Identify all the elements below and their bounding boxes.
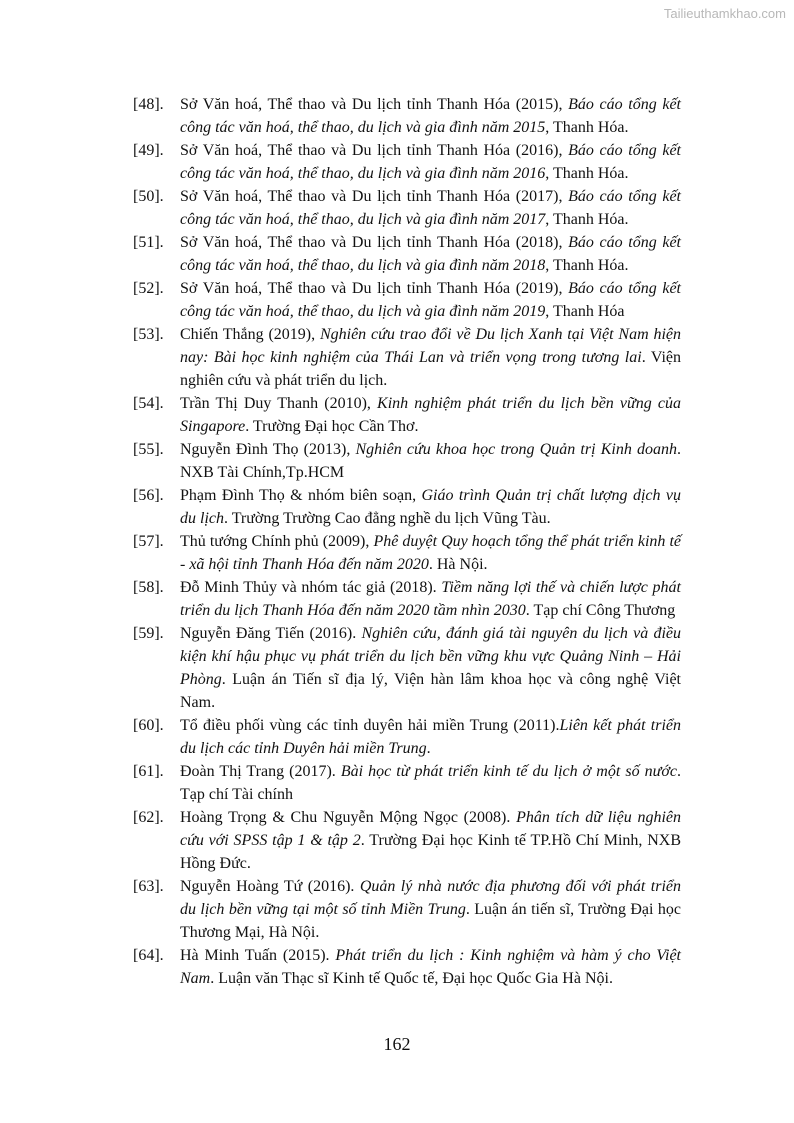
reference-number: [48]. xyxy=(133,96,164,113)
reference-text xyxy=(133,806,719,875)
reference-item xyxy=(133,185,719,231)
reference-text xyxy=(133,277,719,323)
reference-detail: Nguyễn Đăng Tiến (2016). xyxy=(180,625,362,642)
reference-detail: , Thanh Hóa xyxy=(545,303,625,320)
reference-title: Báo cáo tổng kết công tác văn hoá, thể thao, du lịch và gia đình năm 2019 xyxy=(180,280,682,320)
reference-detail: . NXB Tài Chính,Tp.HCM xyxy=(180,441,682,481)
reference-detail: . Trường Đại học Kinh tế TP.Hồ Chí Minh, NXB Hồng Đức. xyxy=(180,832,681,872)
page-number: 162 xyxy=(383,1034,411,1054)
reference-text xyxy=(133,139,719,185)
reference-item xyxy=(133,277,719,323)
reference-number: [64]. xyxy=(133,947,164,964)
reference-detail: , Thanh Hóa. xyxy=(545,119,629,136)
reference-text xyxy=(133,231,719,277)
reference-text xyxy=(133,760,719,806)
reference-text xyxy=(133,93,719,139)
reference-detail: Trần Thị Duy Thanh (2010), xyxy=(180,395,378,412)
reference-detail: Hà Minh Tuấn (2015). xyxy=(180,947,336,964)
reference-text xyxy=(133,944,719,990)
reference-number: [55]. xyxy=(133,441,164,458)
reference-number: [61]. xyxy=(133,763,164,780)
reference-item xyxy=(133,806,719,875)
reference-detail: Hoàng Trọng & Chu Nguyễn Mộng Ngọc (2008). xyxy=(180,809,517,826)
reference-title: Bài học từ phát triển kinh tế du lịch ở một số nước xyxy=(340,763,678,780)
reference-item xyxy=(133,760,719,806)
reference-item xyxy=(133,438,719,484)
reference-list xyxy=(133,93,719,990)
reference-detail: . Trường Đại học Cần Thơ. xyxy=(245,418,419,435)
reference-detail: , Thanh Hóa. xyxy=(545,211,629,228)
reference-number: [51]. xyxy=(133,234,164,251)
reference-text xyxy=(133,323,719,392)
reference-number: [49]. xyxy=(133,142,164,159)
reference-text xyxy=(133,714,719,760)
reference-item xyxy=(133,530,719,576)
reference-title: Kinh nghiệm phát triển du lịch bền vững của Singapore xyxy=(180,395,681,435)
reference-detail: . Tạp chí Tài chính xyxy=(180,763,682,803)
reference-item xyxy=(133,231,719,277)
reference-item xyxy=(133,944,719,990)
reference-item xyxy=(133,139,719,185)
reference-item xyxy=(133,392,719,438)
reference-number: [57]. xyxy=(133,533,164,550)
reference-title: Phân tích dữ liệu nghiên cứu với SPSS tập 1 & tập 2 xyxy=(180,809,682,849)
reference-detail: Sở Văn hoá, Thể thao và Du lịch tỉnh Thanh Hóa (2019), xyxy=(180,280,569,297)
reference-number: [54]. xyxy=(133,395,164,412)
reference-number: [53]. xyxy=(133,326,164,343)
reference-title: Báo cáo tổng kết công tác văn hoá, thể thao, du lịch và gia đình năm 2016 xyxy=(180,142,682,182)
reference-detail: . xyxy=(426,740,431,757)
reference-detail: , Thanh Hóa. xyxy=(545,257,629,274)
reference-item xyxy=(133,576,719,622)
watermark: Tailieuthamkhao.com xyxy=(663,6,786,21)
reference-title: Nghiên cứu, đánh giá tài nguyên du lịch và điều kiện khí hậu phục vụ phát triển du lịch bền vững khu vực Quảng Ninh – Hải Phòng xyxy=(180,625,681,688)
reference-number: [60]. xyxy=(133,717,164,734)
reference-detail: Phạm Đình Thọ & nhóm biên soạn, xyxy=(180,487,422,504)
reference-text xyxy=(133,875,719,944)
reference-number: [56]. xyxy=(133,487,164,504)
reference-item xyxy=(133,484,719,530)
reference-title: Phát triển du lịch : Kinh nghiệm và hàm ý cho Việt Nam xyxy=(180,947,681,987)
reference-detail: Sở Văn hoá, Thể thao và Du lịch tỉnh Thanh Hóa (2016), xyxy=(180,142,569,159)
reference-detail: Nguyễn Hoàng Tứ (2016). xyxy=(180,878,360,895)
reference-title: Phê duyệt Quy hoạch tổng thể phát triển kinh tế - xã hội tỉnh Thanh Hóa đến năm 2020 xyxy=(180,533,682,573)
reference-item xyxy=(133,93,719,139)
reference-detail: . Luận án Tiến sĩ địa lý, Viện hàn lâm khoa học và công nghệ Việt Nam. xyxy=(180,671,681,711)
reference-detail: , Thanh Hóa. xyxy=(545,165,629,182)
reference-item xyxy=(133,622,719,714)
reference-item xyxy=(133,323,719,392)
reference-detail: . Luận án tiến sĩ, Trường Đại học Thương Mại, Hà Nội. xyxy=(180,901,681,941)
reference-detail: Đoàn Thị Trang (2017). xyxy=(180,763,341,780)
reference-title: Giáo trình Quản trị chất lượng dịch vụ du lịch xyxy=(180,487,681,527)
reference-text xyxy=(133,185,719,231)
reference-number: [63]. xyxy=(133,878,164,895)
reference-detail: . Trường Trường Cao đẳng nghề du lịch Vũng Tàu. xyxy=(224,510,551,527)
reference-detail: Sở Văn hoá, Thể thao và Du lịch tỉnh Thanh Hóa (2017), xyxy=(180,188,569,205)
reference-title: Báo cáo tổng kết công tác văn hoá, thể thao, du lịch và gia đình năm 2018 xyxy=(180,234,682,274)
reference-number: [62]. xyxy=(133,809,164,826)
reference-number: [50]. xyxy=(133,188,164,205)
reference-title: Quản lý nhà nước địa phương đối với phát triển du lịch bền vững tại một số tỉnh Miền Trung xyxy=(180,878,682,918)
reference-title: Liên kết phát triển du lịch các tỉnh Duyên hải miền Trung xyxy=(180,717,681,757)
reference-number: [52]. xyxy=(133,280,164,297)
reference-text xyxy=(133,530,719,576)
reference-title: Báo cáo tổng kết công tác văn hoá, thể thao, du lịch và gia đình năm 2017 xyxy=(180,188,682,228)
reference-item xyxy=(133,714,719,760)
reference-item xyxy=(133,875,719,944)
reference-number: [58]. xyxy=(133,579,164,596)
reference-title: Báo cáo tổng kết công tác văn hoá, thể thao, du lịch và gia đình năm 2015 xyxy=(180,96,682,136)
reference-text xyxy=(133,484,719,530)
reference-detail: . Viện nghiên cứu và phát triển du lịch. xyxy=(180,349,682,389)
reference-detail: . Luận văn Thạc sĩ Kinh tế Quốc tế, Đại học Quốc Gia Hà Nội. xyxy=(210,970,613,987)
reference-title: Tiềm năng lợi thế và chiến lược phát triển du lịch Thanh Hóa đến năm 2020 tầm nhìn 2030 xyxy=(180,579,681,619)
reference-text xyxy=(133,392,719,438)
reference-detail: Nguyễn Đình Thọ (2013), xyxy=(180,441,356,458)
reference-detail: . Tạp chí Công Thương xyxy=(525,602,676,619)
reference-detail: Chiến Thắng (2019), xyxy=(180,326,320,343)
reference-text xyxy=(133,576,719,622)
reference-text xyxy=(133,438,719,484)
reference-detail: Sở Văn hoá, Thể thao và Du lịch tỉnh Thanh Hóa (2015), xyxy=(180,96,569,113)
reference-detail: Sở Văn hoá, Thể thao và Du lịch tỉnh Thanh Hóa (2018), xyxy=(180,234,569,251)
reference-title: Nghiên cứu trao đổi về Du lịch Xanh tại Việt Nam hiện nay: Bài học kinh nghiệm của Thái Lan và triển vọng trong tương lai xyxy=(180,326,681,366)
reference-text xyxy=(133,622,719,714)
reference-detail: Thủ tướng Chính phủ (2009), xyxy=(180,533,374,550)
reference-number: [59]. xyxy=(133,625,164,642)
reference-detail: Tổ điều phối vùng các tỉnh duyên hải miền Trung (2011). xyxy=(180,717,560,734)
reference-title: Nghiên cứu khoa học trong Quản trị Kinh doanh xyxy=(355,441,678,458)
reference-detail: Đỗ Minh Thủy và nhóm tác giả (2018). xyxy=(180,579,442,596)
reference-detail: . Hà Nội. xyxy=(428,556,488,573)
